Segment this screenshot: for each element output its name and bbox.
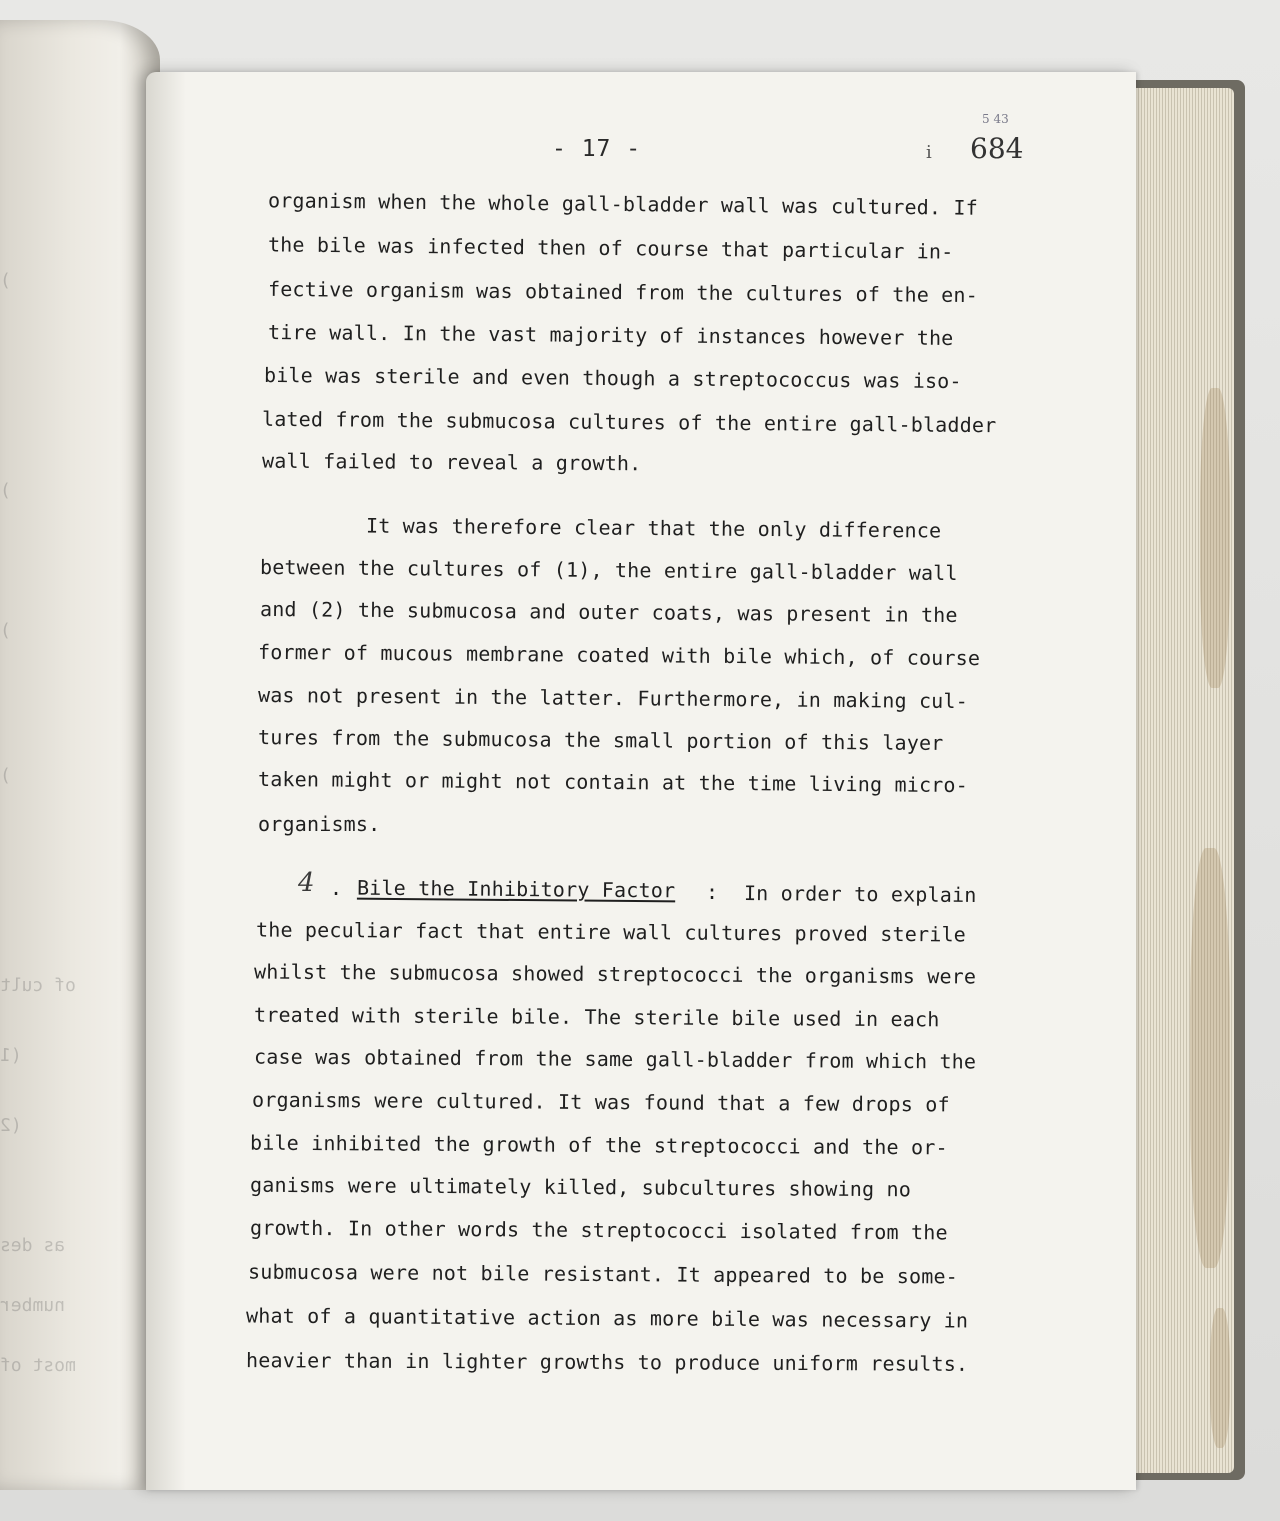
heading-dot: . <box>330 876 343 900</box>
left-page-bleed: (2 <box>0 1115 22 1136</box>
text-line: organisms. <box>258 812 381 836</box>
text-line: taken might or might not contain at the time living micro- <box>257 766 969 798</box>
left-page-bleed: of cult <box>0 975 76 996</box>
pencil-folio: 5 43 <box>982 112 1009 126</box>
text-line: between the cultures of (1), the entire gall-bladder wall <box>259 554 958 586</box>
text-line: organisms were cultured. It was found that a few drops of <box>251 1087 950 1117</box>
text-line: tures from the submucosa the small portion of this layer <box>257 725 944 755</box>
text-line: submucosa were not bile resistant. It appeared to be some- <box>247 1259 959 1289</box>
section-heading: Bile the Inhibitory Factor <box>356 875 676 903</box>
folio-number: 684 <box>970 132 1024 165</box>
left-page-bleed: ) <box>0 765 11 786</box>
left-page-bleed: most of <box>0 1355 76 1376</box>
left-page-bleed: ) <box>0 620 11 641</box>
text-line: bile was sterile and even though a streptococcus was iso- <box>263 362 962 394</box>
page-gutter-shadow <box>146 72 186 1490</box>
text-line: whilst the submucosa showed streptococci the organisms were <box>253 959 977 989</box>
text-line: organism when the whole gall-bladder wall was cultured. If <box>267 188 979 220</box>
text-line: the peculiar fact that entire wall cultures proved sterile <box>255 917 967 947</box>
text-line: heavier than in lighter growths to produce uniform results. <box>245 1348 969 1376</box>
folio-mark: i <box>926 142 932 163</box>
left-page-bleed: (1 <box>0 1045 22 1066</box>
text-line: case was obtained from the same gall-bladder from which the <box>253 1044 977 1074</box>
text-line: and (2) the submucosa and outer coats, was present in the <box>259 596 958 628</box>
left-page-bleed: as des <box>0 1235 66 1256</box>
page-number: - 17 - <box>552 136 642 162</box>
handwritten-section-number: 4 <box>298 868 315 898</box>
heading-colon: : <box>706 880 719 904</box>
left-page-bleed: number <box>0 1295 66 1316</box>
text-line: lated from the submucosa cultures of the entire gall-bladder <box>261 406 997 438</box>
facing-left-page <box>0 20 160 1490</box>
text-line: treated with sterile bile. The sterile bile used in each <box>253 1002 940 1032</box>
page-fore-edge <box>1130 88 1234 1473</box>
left-page-bleed: ) <box>0 480 11 501</box>
text-line: former of mucous membrane coated with bile which, of course <box>257 639 981 671</box>
text-line: was not present in the latter. Furthermore, in making cul- <box>257 682 969 714</box>
text-line: the bile was infected then of course that particular in- <box>267 232 954 264</box>
text-line: bile inhibited the growth of the streptococci and the or- <box>249 1130 948 1160</box>
text-line: tire wall. In the vast majority of instances however the <box>267 320 954 350</box>
text-line: ganisms were ultimately killed, subcultures showing no <box>249 1172 912 1202</box>
text-line: It was therefore clear that the only difference <box>365 513 942 543</box>
text-line: what of a quantitative action as more bile was necessary in <box>245 1303 969 1333</box>
text-line: wall failed to reveal a growth. <box>261 448 642 476</box>
left-page-bleed: ) <box>0 270 11 291</box>
text-line: growth. In other words the streptococci isolated from the <box>249 1215 948 1245</box>
text-line: In order to explain <box>743 880 977 908</box>
text-line: fective organism was obtained from the cultures of the en- <box>267 276 979 308</box>
